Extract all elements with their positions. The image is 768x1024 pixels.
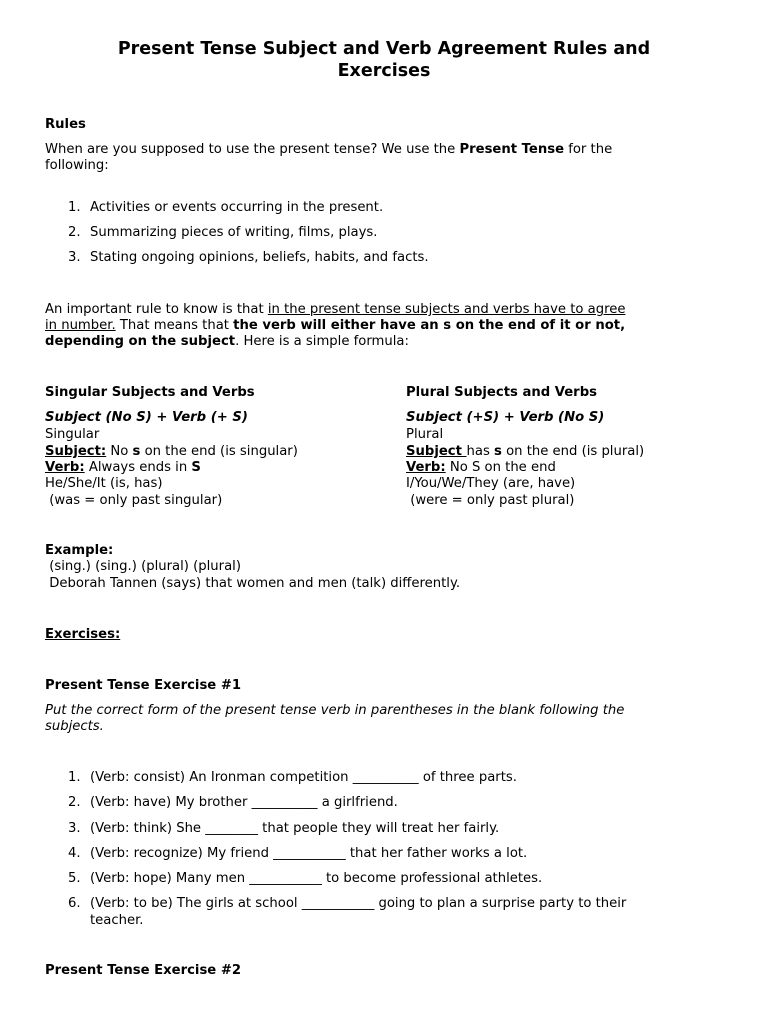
plural-past: (were = only past plural) <box>406 493 575 508</box>
list-item: (Verb: recognize) My friend ___________ that her father works a lot. <box>90 846 528 861</box>
important-underlined-2: in number. <box>45 318 116 333</box>
title-line-1: Present Tense Subject and Verb Agreement Rules and <box>117 39 651 59</box>
subject-s: s <box>132 444 141 459</box>
plural-pronouns: I/You/We/They (are, have) <box>406 476 576 491</box>
plural-subject <box>406 444 644 460</box>
exercise-1-instruction-line-1: Put the correct form of the present tense verb in parentheses in the blank following the <box>45 703 625 718</box>
list-item: Activities or events occurring in the present. <box>90 200 384 215</box>
subject-label: Subject <box>406 444 467 459</box>
important-line-2 <box>45 318 625 334</box>
important-text-2: That means that <box>115 318 234 333</box>
singular-past: (was = only past singular) <box>45 493 223 508</box>
example-tags: (sing.) (sing.) (plural) (plural) <box>45 559 241 574</box>
important-bold-2: depending on the subject <box>45 334 236 349</box>
title-line-2: Exercises <box>337 61 431 81</box>
list-number: 2. <box>68 795 81 810</box>
list-item: (Verb: consist) An Ironman competition __________ of three parts. <box>90 770 517 785</box>
important-text: An important rule to know is that <box>45 302 268 317</box>
list-item: (Verb: have) My brother __________ a girlfriend. <box>90 795 398 810</box>
subject-text: has <box>466 444 495 459</box>
list-number: 5. <box>68 871 81 886</box>
intro-text-end: for the <box>564 142 613 157</box>
example-sentence: Deborah Tannen (says) that women and men (talk) differently. <box>45 576 461 591</box>
exercise-2-heading: Present Tense Exercise #2 <box>45 963 242 978</box>
exercises-heading: Exercises: <box>45 627 121 642</box>
verb-text: No S on the end <box>445 460 556 475</box>
list-number: 6. <box>68 896 81 911</box>
subject-text-end: on the end (is plural) <box>501 444 645 459</box>
exercise-1-instruction-line-2: subjects. <box>45 719 104 734</box>
page-title <box>40 38 728 82</box>
important-bold: the verb will either have an s on the end of it or not, <box>233 318 626 333</box>
rules-intro-line-1 <box>45 142 612 158</box>
plural-verb <box>406 460 556 476</box>
list-number: 3. <box>68 821 81 836</box>
plural-heading: Plural Subjects and Verbs <box>406 385 597 400</box>
singular-label: Singular <box>45 427 100 442</box>
subject-text: No <box>106 444 133 459</box>
rules-heading: Rules <box>45 117 86 132</box>
example-heading: Example: <box>45 543 114 558</box>
rules-intro-line-2: following: <box>45 158 109 173</box>
list-item: Summarizing pieces of writing, films, plays. <box>90 225 378 240</box>
list-number: 3. <box>68 250 81 265</box>
important-line-1 <box>45 302 625 318</box>
list-item: Stating ongoing opinions, beliefs, habits, and facts. <box>90 250 429 265</box>
list-number: 1. <box>68 770 81 785</box>
verb-s: S <box>191 460 201 475</box>
list-item: (Verb: hope) Many men ___________ to become professional athletes. <box>90 871 543 886</box>
list-item: (Verb: think) She ________ that people they will treat her fairly. <box>90 821 500 836</box>
subject-s: s <box>494 444 502 459</box>
singular-subject <box>45 444 298 460</box>
important-underlined: in the present tense subjects and verbs have to agree <box>267 302 626 317</box>
important-line-3 <box>45 334 409 350</box>
list-item: (Verb: to be) The girls at school ___________ going to plan a surprise party to their <box>90 896 627 911</box>
singular-heading: Singular Subjects and Verbs <box>45 385 255 400</box>
plural-formula: Subject (+S) + Verb (No S) <box>406 410 605 425</box>
list-item-continuation: teacher. <box>90 913 144 928</box>
important-text-3: . Here is a simple formula: <box>235 334 409 349</box>
singular-pronouns: He/She/It (is, has) <box>45 476 163 491</box>
list-number: 2. <box>68 225 81 240</box>
list-number: 4. <box>68 846 81 861</box>
intro-bold: Present Tense <box>459 142 565 157</box>
exercise-1-heading: Present Tense Exercise #1 <box>45 678 242 693</box>
subject-text-end: on the end (is singular) <box>140 444 298 459</box>
verb-label: Verb: <box>45 460 85 475</box>
verb-text: Always ends in <box>84 460 192 475</box>
singular-formula: Subject (No S) + Verb (+ S) <box>45 410 248 425</box>
plural-label: Plural <box>406 427 444 442</box>
list-number: 1. <box>68 200 81 215</box>
singular-verb <box>45 460 201 476</box>
subject-label: Subject: <box>45 444 107 459</box>
verb-label: Verb: <box>406 460 446 475</box>
intro-text: When are you supposed to use the present tense? We use the <box>45 142 460 157</box>
